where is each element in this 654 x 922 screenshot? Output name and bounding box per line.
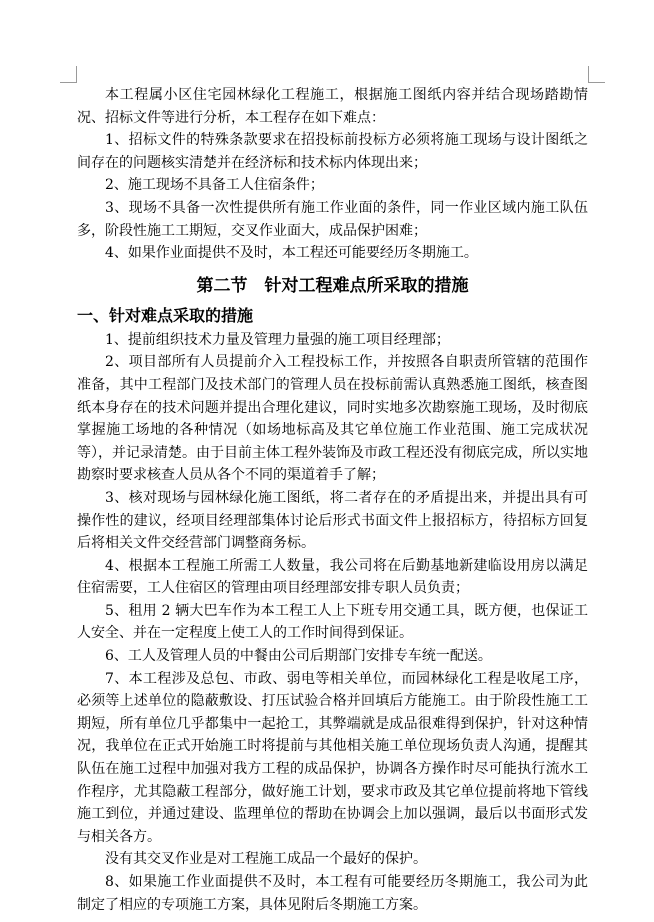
difficulty-item-1: 1、招标文件的特殊条款要求在招投标前投标方必须将施工现场与设计图纸之间存在的问题核实清楚并在经济标和技术标内体现出来；: [77, 132, 588, 171]
measure-item-6: 6、工人及管理人员的中餐由公司后期部门安排专车统一配送。: [105, 648, 492, 665]
measure-item-5: 5、租用 2 辆大巴车作为本工程工人上下班专用交通工具，既方便，也保证工人安全、并在一定程度上使工人的工作时间得到保证。: [77, 602, 588, 642]
measure-item-7: 7、本工程涉及总包、市政、弱电等相关单位，而园林绿化工程是收尾工序，必须等上述单位的隐蔽敷设、打压试验合格并回填后方能施工。由于阶段性施工工期短，所有单位几乎都集中一起抢工，其弊端就是成品很难得到保护，针对这种情况，我单位在正式开始施工时将提前与其他相关施工单位现场负责人沟通，提醒其队伍在施工过程中加强对我方工程的成品保护，协调各方操作时尽可能执行流水工作程序，尤其隐蔽工程部分，做好施工计划，要求市政及其它单位提前将地下管线施工到位，并通过建设、监理单位的帮助在协调会上加以强调，最后以书面形式发与相关各方。: [77, 670, 588, 845]
measure-item-3: 3、核对现场与园林绿化施工图纸，将二者存在的矛盾提出来，并提出具有可操作性的建议，经项目经理部集体讨论后形式书面文件上报招标方，待招标方回复后将相关文件交经营部门调整商务标。: [77, 489, 588, 552]
measure-note: 没有其交叉作业是对工程施工成品一个最好的保护。: [105, 851, 427, 868]
difficulty-item-2: 2、施工现场不具备工人住宿条件；: [105, 177, 324, 194]
margin-mark-top-right: [588, 66, 605, 83]
page-content: [77, 84, 588, 916]
section-title: 第二节 针对工程难点所采取的措施: [196, 275, 469, 296]
measure-item-4: 4、根据本工程施工所需工人数量，我公司将在后勤基地新建临设用房以满足住宿需要，工人住宿区的管理由项目经理部安排专职人员负责；: [77, 557, 588, 597]
subsection-title: 一、针对难点采取的措施: [77, 305, 254, 325]
difficulty-item-4: 4、如果作业面提供不及时，本工程还可能要经历冬期施工。: [105, 245, 478, 262]
measure-item-2: 2、项目部所有人员提前介入工程投标工作，并按照各自职责所管辖的范围作准备，其中工程部门及技术部门的管理人员在投标前需认真熟悉施工图纸，核查图纸本身存在的技术问题并提出合理化建议，同时实地多次勘察施工现场，及时彻底掌握施工场地的各种情况（如场地标高及其它单位施工作业范围、施工完成状况等），并记录清楚。由于目前主体工程外装饰及市政工程还没有彻底完成，所以实地勘察时要求核查人员从各个不同的渠道着手了解；: [77, 354, 588, 484]
measure-item-8: 8、如果施工作业面提供不及时，本工程有可能要经历冬期施工，我公司为此制定了相应的专项施工方案，具体见附后冬期施工方案。: [77, 874, 588, 913]
paragraph-intro: 本工程属小区住宅园林绿化工程施工，根据施工图纸内容并结合现场踏勘情况、招标文件等进行分析，本工程存在如下难点：: [77, 87, 588, 126]
margin-mark-top-left: [60, 66, 77, 83]
difficulty-item-3: 3、现场不具备一次性提供所有施工作业面的条件，同一作业区域内施工队伍多，阶段性施工工期短，交叉作业面大，成品保护困难；: [77, 199, 588, 239]
measure-item-1: 1、提前组织技术力量及管理力量强的施工项目经理部；: [105, 331, 450, 348]
